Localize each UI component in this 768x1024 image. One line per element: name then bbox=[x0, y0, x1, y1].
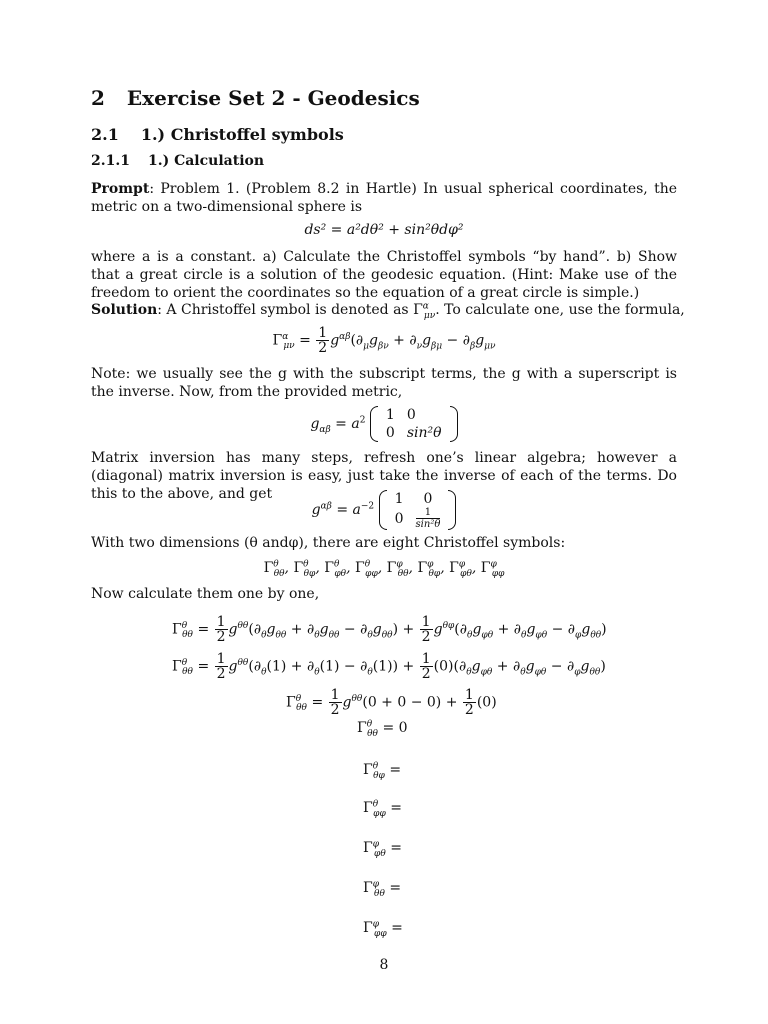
subsection-title: 1.) Christoffel symbols bbox=[140, 125, 344, 144]
matrix-lower bbox=[370, 406, 458, 442]
eq-sign-2: = bbox=[390, 800, 402, 816]
eq-sign-1: = bbox=[389, 762, 402, 778]
m-upper-21: 0 bbox=[394, 511, 404, 527]
metric-matrix-upper: $g^{\alpha\beta} = a^{-2}$ 1 0 0 $\frac{1}{\text{sin²θ}}$ bbox=[0, 490, 768, 530]
matrix-upper bbox=[379, 490, 457, 530]
section-title: Exercise Set 2 - Geodesics bbox=[126, 86, 420, 110]
solution-text-before: : A Christoffel symbol is denoted as Γ bbox=[157, 302, 423, 318]
prompt-label: Prompt bbox=[91, 181, 150, 197]
factor-a-inv: a bbox=[352, 502, 361, 518]
eq-sign-5: = bbox=[391, 920, 403, 936]
m-upper-11: 1 bbox=[394, 491, 404, 507]
prompt-text: : Problem 1. (Problem 8.2 in Hartle) In usual spherical coordinates, the metric on a two-dimensional sphere is bbox=[91, 181, 677, 215]
eq-sign-4: = bbox=[389, 880, 402, 896]
metric-equation bbox=[0, 222, 768, 238]
eq-sign-3: = bbox=[390, 840, 402, 856]
result-theta-thetatheta: $\Gamma^\theta_{\theta\theta} = 0$ bbox=[357, 719, 408, 739]
solution-label: Solution bbox=[91, 302, 158, 318]
blank-phi-phitheta: $\Gamma^\varphi_{\varphi\theta}$ = bbox=[363, 839, 402, 859]
m-lower-21: 0 bbox=[385, 425, 395, 441]
page-number bbox=[0, 957, 768, 973]
blank-theta-phiphi: $\Gamma^\theta_{\varphi\varphi}$ = bbox=[363, 799, 402, 819]
prompt-paragraph bbox=[91, 180, 677, 216]
factor-a: a bbox=[351, 416, 360, 432]
derivation-line-1: $\Gamma^\theta_{\theta\theta}$ = $\frac{1}{2}$ $g^{\theta\theta}(\partial_\theta g_{\theta\theta} + \partial_\theta g_{\theta\theta} - \partial_\theta g_{\theta\theta})$ + $\frac{1}{2}$ $g^{\theta\varphi}(\partial_\theta g_{\varphi\theta} + \partial_\theta g_{\varphi\theta} - \partial_\varphi g_{\theta\theta})$ bbox=[172, 614, 607, 645]
two-dims-line bbox=[91, 535, 565, 551]
christoffel-formula: $\Gamma^\alpha_{\mu\nu}$ = $\frac{1}{2}$ $g^{\alpha\beta}(\partial_\mu g_{\beta\nu} + \partial_\nu g_{\beta\mu} - \partial_\beta g_{\mu\nu}$ bbox=[272, 325, 496, 356]
m-upper-22-den: sin²θ bbox=[415, 519, 441, 530]
after-metric-paragraph bbox=[91, 248, 677, 302]
subsection-number: 2.1 bbox=[91, 125, 119, 144]
two-dims-text: With two dimensions (θ andφ), there are eight Christoffel symbols: bbox=[91, 535, 566, 551]
after-metric-text: where a is a constant. a) Calculate the Christoffel symbols “by hand”. b) Show that a great circle is a solution of the geodesic equation. (Hint: Make use of the freedom to orient the coordinates so the equation of a great circle is simple.) bbox=[91, 249, 677, 301]
blank-theta-thetaphi: $\Gamma^\theta_{\theta\varphi}$ = bbox=[363, 761, 402, 781]
blank-phi-phiphi: $\Gamma^\varphi_{\varphi\varphi}$ = bbox=[363, 919, 403, 939]
subsection-heading bbox=[91, 125, 344, 144]
m-lower-22: sin²θ bbox=[406, 425, 442, 441]
section-heading bbox=[91, 86, 420, 110]
calc-text: Now calculate them one by one, bbox=[91, 586, 320, 602]
m-upper-22 bbox=[416, 508, 441, 530]
g-lower: g bbox=[310, 416, 320, 432]
solution-line: Solution: A Christoffel symbol is denoted as $\Gamma^\alpha_{\mu\nu}$. To calculate one, use the formula, bbox=[91, 301, 685, 321]
derivation-line-3: $\Gamma^\theta_{\theta\theta}$ = $\frac{1}{2}$ $g^{\theta\theta}(0 + 0 - 0)$ + $\frac{1}{2}$ (0) bbox=[286, 687, 497, 718]
result-zero: = 0 bbox=[382, 720, 408, 736]
solution-text-after: . To calculate one, use the formula, bbox=[435, 302, 685, 318]
metric-equation-text: ds² = a²dθ² + sin²θdφ² bbox=[304, 222, 464, 238]
blank-phi-thetatheta: $\Gamma^\varphi_{\theta\theta}$ = bbox=[363, 879, 402, 899]
derivation-line-2: $\Gamma^\theta_{\theta\theta}$ = $\frac{1}{2}$ $g^{\theta\theta}(\partial_\theta(1) + \partial_\theta(1) - \partial_\theta(1))$ + $\frac{1}{2}$ $(0)(\partial_\theta g_{\varphi\theta} + \partial_\theta g_{\varphi\theta} - \partial_\varphi g_{\theta\theta})$ bbox=[172, 651, 606, 682]
m-upper-22-num: 1 bbox=[416, 508, 441, 519]
note-paragraph bbox=[91, 365, 677, 401]
calc-line bbox=[91, 586, 319, 602]
inversion-text: Matrix inversion has many steps, refresh one’s linear algebra; however a (diagonal) matrix inversion is easy, just take the inverse of each of the terms. Do this to the above, and get bbox=[91, 450, 677, 502]
page-number-text: 8 bbox=[379, 957, 389, 973]
subsubsection-heading bbox=[91, 153, 264, 169]
g-upper: g bbox=[311, 502, 321, 518]
m-lower-11: 1 bbox=[385, 407, 395, 423]
m-upper-12: 0 bbox=[423, 491, 433, 507]
metric-matrix-lower: $g_{\alpha\beta} = a^2$ 1 0 0 sin²θ bbox=[0, 406, 768, 442]
subsubsection-number: 2.1.1 bbox=[91, 153, 130, 169]
subsubsection-title: 1.) Calculation bbox=[147, 153, 265, 169]
m-lower-12: 0 bbox=[406, 407, 416, 423]
note-text: Note: we usually see the g with the subscript terms, the g with a superscript is the inverse. Now, from the provided metric, bbox=[91, 366, 677, 400]
eight-symbols-list: $\Gamma^\theta_{\theta\theta}$, $\Gamma^\theta_{\theta\varphi}$, $\Gamma^\theta_{\varphi\theta}$, $\Gamma^\theta_{\varphi\varphi}$, $\Gamma^\varphi_{\theta\theta}$, $\Gamma^\varphi_{\theta\varphi}$, $\Gamma^\varphi_{\varphi\theta}$, $\Gamma^\varphi_{\varphi\varphi}$ bbox=[263, 559, 505, 579]
section-number: 2 bbox=[91, 86, 105, 110]
